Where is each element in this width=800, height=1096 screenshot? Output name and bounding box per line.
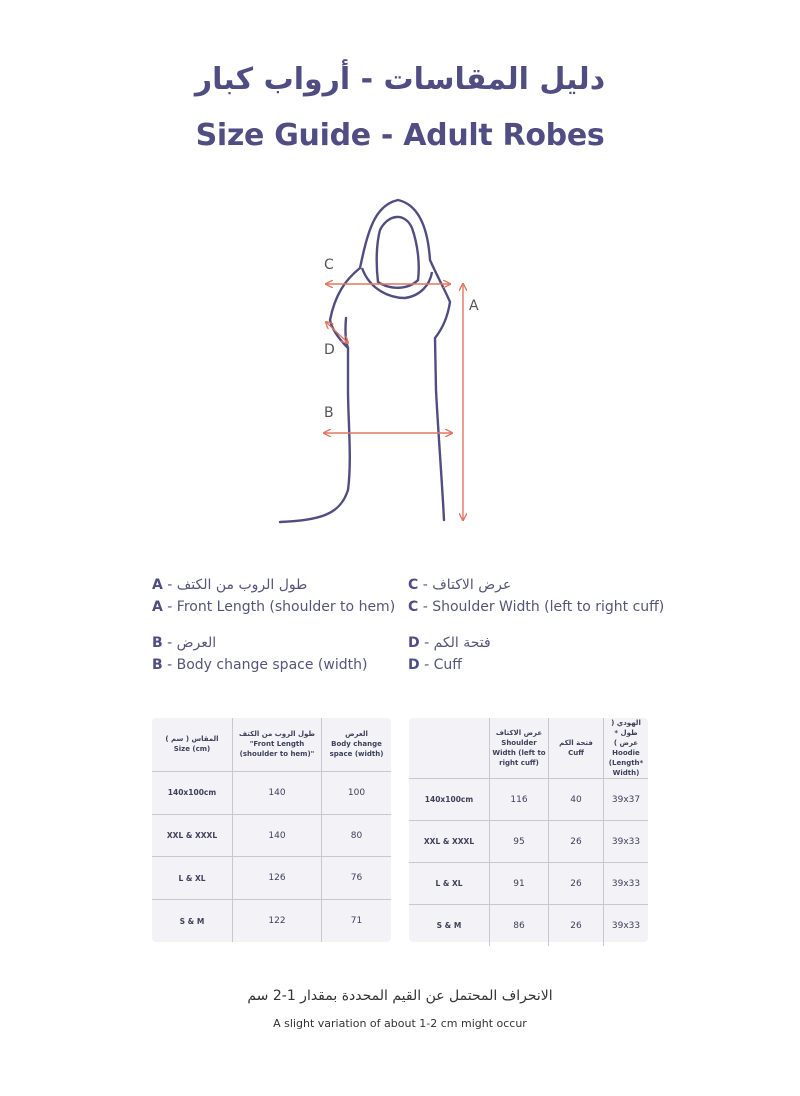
cell-cuff: 26: [549, 905, 604, 947]
variation-note-english: A slight variation of about 1-2 cm might occur: [273, 1017, 527, 1030]
cell-size: 140x100cm: [152, 771, 233, 814]
table-row: [152, 771, 391, 814]
cell-shoulder-width: 86: [490, 905, 549, 947]
header-en: Cuff: [568, 749, 584, 757]
header-en: Hoodie (Length* Width): [608, 749, 644, 777]
header-front-length: [233, 718, 322, 771]
legend-sep: -: [162, 657, 177, 673]
cell-hoodie: 39x33: [604, 863, 649, 905]
header-hoodie: [604, 718, 649, 779]
legend-sep: -: [162, 635, 177, 651]
header-size: [152, 718, 233, 771]
legend-ar: طول الروب من الكتف: [176, 577, 308, 593]
header-ar: الهودي ( طول * عرض ): [611, 719, 641, 747]
variation-note-arabic: الانحراف المحتمل عن القيم المحددة بمقدار 1-2 سم: [247, 988, 553, 1004]
cell-width: 100: [322, 771, 392, 814]
legend-sep: -: [162, 577, 177, 593]
table-row: [409, 779, 648, 821]
legend-en: Cuff: [433, 657, 462, 673]
header-en: Body change space (width): [329, 740, 384, 759]
cell-size: S & M: [152, 900, 233, 942]
hood-opening: [377, 217, 419, 288]
table-row: [409, 863, 648, 905]
size-table-right-grid: [409, 718, 648, 946]
label-a: A: [469, 298, 479, 314]
header-ar: فتحة الكم: [559, 739, 593, 747]
label-c: C: [324, 257, 334, 273]
header-en: "Front Length (shoulder to hem)": [239, 740, 315, 759]
header-width: [322, 718, 392, 771]
page-title-arabic: دليل المقاسات - أرواب كبار: [194, 62, 606, 97]
legend-key: C: [408, 577, 419, 593]
legend-key: B: [152, 657, 163, 673]
robe-diagram-svg: [260, 190, 520, 540]
cell-width: 80: [322, 814, 392, 857]
cell-width: 71: [322, 900, 392, 942]
header-ar: طول الروب من الكتف: [238, 730, 316, 739]
cell-shoulder-width: 95: [490, 821, 549, 863]
cell-shoulder-width: 91: [490, 863, 549, 905]
header-en: Shoulder Width (left to right cuff): [492, 739, 546, 767]
size-table-left: [152, 718, 391, 942]
table-header-row: [152, 718, 391, 771]
cell-cuff: 26: [549, 863, 604, 905]
table-header-row: [409, 718, 648, 779]
legend-sep: -: [418, 599, 433, 615]
cell-front-length: 140: [233, 814, 322, 857]
legend-sep: -: [419, 635, 434, 651]
table-row: [152, 900, 391, 942]
cell-size: L & XL: [409, 863, 490, 905]
legend-en: Front Length (shoulder to hem): [176, 599, 396, 615]
legend-sep: -: [419, 657, 434, 673]
header-en: Size (cm): [173, 745, 211, 754]
legend-en: Shoulder Width (left to right cuff): [432, 599, 665, 615]
page-title-english: Size Guide - Adult Robes: [195, 118, 605, 153]
legend-key: B: [152, 635, 163, 651]
size-table-left-grid: [152, 718, 391, 942]
robe-outline: [280, 200, 450, 522]
cell-size: S & M: [409, 905, 490, 947]
cell-cuff: 40: [549, 779, 604, 821]
table-row: [152, 814, 391, 857]
legend-left-a: [152, 574, 395, 618]
legend-key: A: [152, 599, 163, 615]
cell-cuff: 26: [549, 821, 604, 863]
table-row: [409, 821, 648, 863]
legend-right-d: [408, 632, 491, 676]
table-row: [152, 857, 391, 900]
legend-left-b: [152, 632, 367, 676]
cell-size: L & XL: [152, 857, 233, 900]
cell-size: 140x100cm: [409, 779, 490, 821]
legend-en: Body change space (width): [176, 657, 368, 673]
legend-key: A: [152, 577, 163, 593]
cell-hoodie: 39x33: [604, 905, 649, 947]
legend-ar: فتحة الكم: [433, 635, 491, 651]
label-b: B: [324, 405, 334, 421]
legend-key: C: [408, 599, 419, 615]
label-d: D: [324, 342, 335, 358]
legend-key: D: [408, 635, 420, 651]
legend-right-c: [408, 574, 664, 618]
cell-front-length: 122: [233, 900, 322, 942]
header-ar: عرض الاكتاف: [495, 729, 543, 737]
cell-front-length: 140: [233, 771, 322, 814]
header-ar: المقاس ( سم ): [165, 735, 219, 744]
legend-sep: -: [418, 577, 433, 593]
legend-key: D: [408, 657, 420, 673]
robe-diagram: [260, 190, 520, 540]
header-shoulder-width: [490, 718, 549, 779]
cell-hoodie: 39x33: [604, 821, 649, 863]
cell-shoulder-width: 116: [490, 779, 549, 821]
table-row: [409, 905, 648, 947]
cell-width: 76: [322, 857, 392, 900]
legend-ar: العرض: [176, 635, 217, 651]
header-cuff: [549, 718, 604, 779]
hood-drape: [362, 268, 432, 298]
cell-front-length: 126: [233, 857, 322, 900]
header-ar: العرض: [345, 730, 368, 739]
legend-sep: -: [162, 599, 177, 615]
cell-hoodie: 39x37: [604, 779, 649, 821]
size-table-right: [409, 718, 648, 942]
legend-ar: عرض الاكتاف: [432, 577, 512, 593]
cell-size: XXL & XXXL: [409, 821, 490, 863]
header-size-empty: [409, 718, 490, 779]
cell-size: XXL & XXXL: [152, 814, 233, 857]
